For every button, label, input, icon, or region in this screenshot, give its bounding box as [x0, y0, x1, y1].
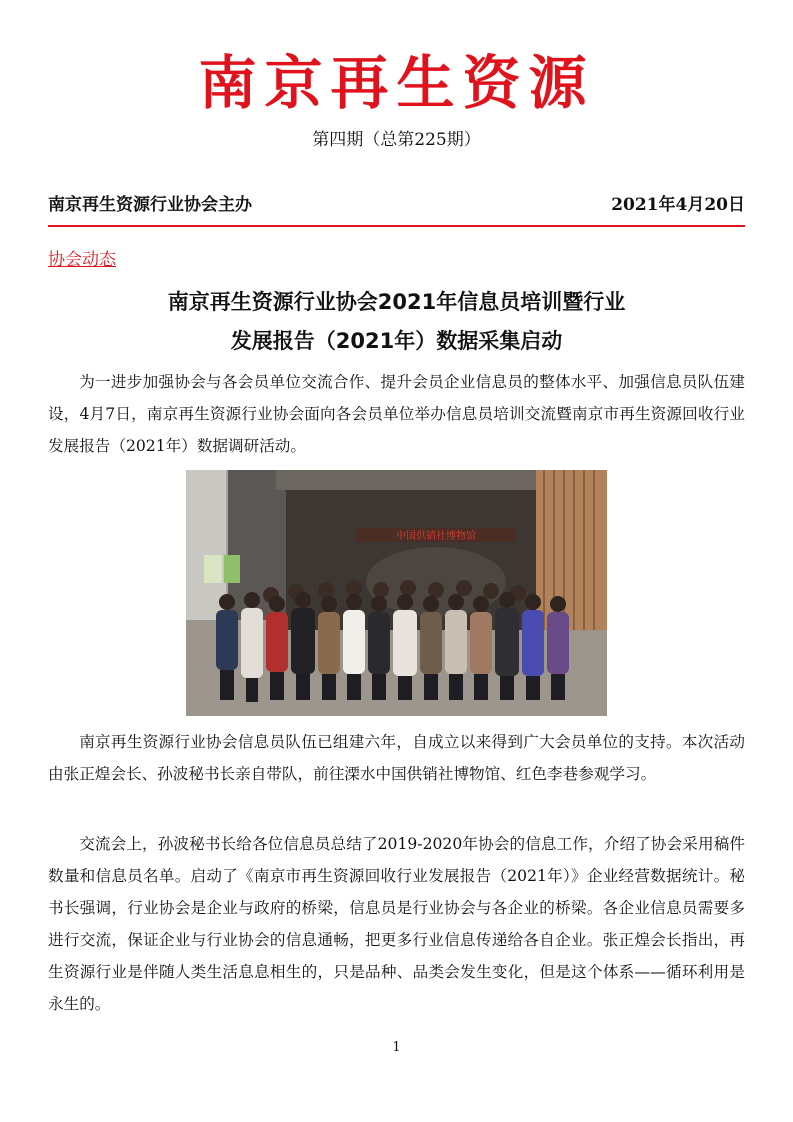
header-rule [48, 225, 745, 227]
paragraph-team: 南京再生资源行业协会信息员队伍已组建六年，自成立以来得到广大会员单位的支持。本次活动由张正煌会长、孙波秘书长亲自带队，前往溧水中国供销社博物馆、红色李巷参观学习。 [48, 733, 745, 783]
paragraph-meeting: 交流会上，孙波秘书长给各位信息员总结了2019-2020年协会的信息工作，介绍了协会采用稿件数量和信息员名单。启动了《南京市再生资源回收行业发展报告（2021年）》企业经营数据统计。秘书长强调，行业协会是企业与政府的桥梁，信息员是行业协会与各企业的桥梁。各企业信息员需要多进行交流，保证企业与行业协会的信息通畅，把更多行业信息传递给各自企业。张正煌会长指出，再生资源行业是伴随人类生活息息相生的，只是品种、品类会发生变化，但是这个体系——循环利用是永生的。 [48, 835, 745, 1013]
headline-line-2: 发展报告（2021年）数据采集启动 [230, 329, 563, 353]
masthead-title: 南京再生资源 [198, 49, 595, 117]
publish-date: 2021年4月20日 [611, 195, 745, 215]
issue-number: 第四期（总第225期） [312, 130, 481, 150]
group-photo [186, 470, 607, 716]
photo-banner: 中国供销社博物馆 [396, 531, 476, 542]
page-number: 1 [392, 1040, 401, 1055]
headline-line-1: 南京再生资源行业协会2021年信息员培训暨行业 [167, 290, 626, 314]
paragraph-intro: 为一进步加强协会与各会员单位交流合作、提升会员企业信息员的整体水平、加强信息员队伍建设，4月7日，南京再生资源行业协会面向各会员单位举办信息员培训交流暨南京市再生资源回收行业发展报告（2021年）数据调研活动。 [48, 373, 745, 455]
section-label: 协会动态 [48, 250, 116, 270]
sponsor-line: 南京再生资源行业协会主办 [48, 195, 252, 215]
